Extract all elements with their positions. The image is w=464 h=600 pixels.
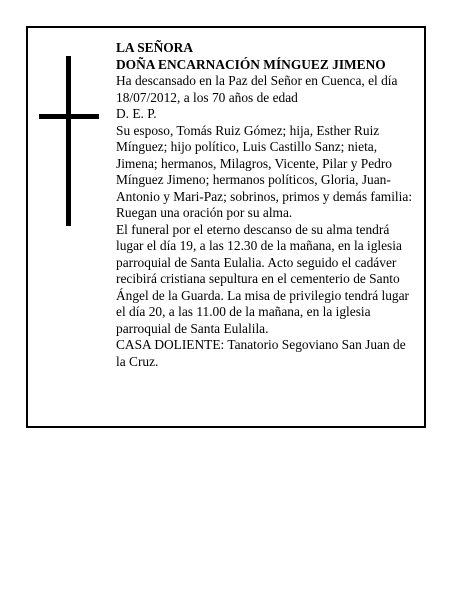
funeral-details: El funeral por el eterno descanso de su alma tendrá lugar el día 19, a las 12.30 de la mañana, en la iglesia parroquial de Santa Eulalia. Acto seguido el cadáver recibirá cristiana sepultura en el cementerio de Santo Ángel de la Guarda. La misa de privilegio tendrá lugar el día 20, a las 11.00 de la mañana, en la iglesia parroquial de Santa Eulalila. — [116, 221, 409, 336]
obituary-notice — [26, 26, 426, 428]
prayer-request: Ruegan una oración por su alma. — [116, 205, 293, 220]
deceased-name: DOÑA ENCARNACIÓN MÍNGUEZ JIMENO — [116, 56, 386, 72]
cross-icon — [39, 56, 99, 226]
rip-text: D. E. P. — [116, 106, 157, 121]
mourning-house: CASA DOLIENTE: Tanatorio Segoviano San Juan de la Cruz. — [116, 337, 406, 369]
obituary-text — [116, 40, 418, 370]
cross-horizontal-bar — [39, 114, 99, 119]
honorific: LA SEÑORA — [116, 40, 194, 55]
death-notice: Ha descansado en la Paz del Señor en Cuenca, el día 18/07/2012, a los 70 años de edad — [116, 73, 398, 105]
family-list: Su esposo, Tomás Ruiz Gómez; hija, Esther Ruiz Mínguez; hijo político, Luis Castillo Sanz; nieta, Jimena; hermanos, Milagros, Vicente, Pilar y Pedro Mínguez Jimeno; hermanos políticos, Gloria, Juan-Antonio y Mari-Paz; sobrinos, primos y demás familia: — [116, 122, 413, 204]
cross-vertical-bar — [66, 56, 71, 226]
